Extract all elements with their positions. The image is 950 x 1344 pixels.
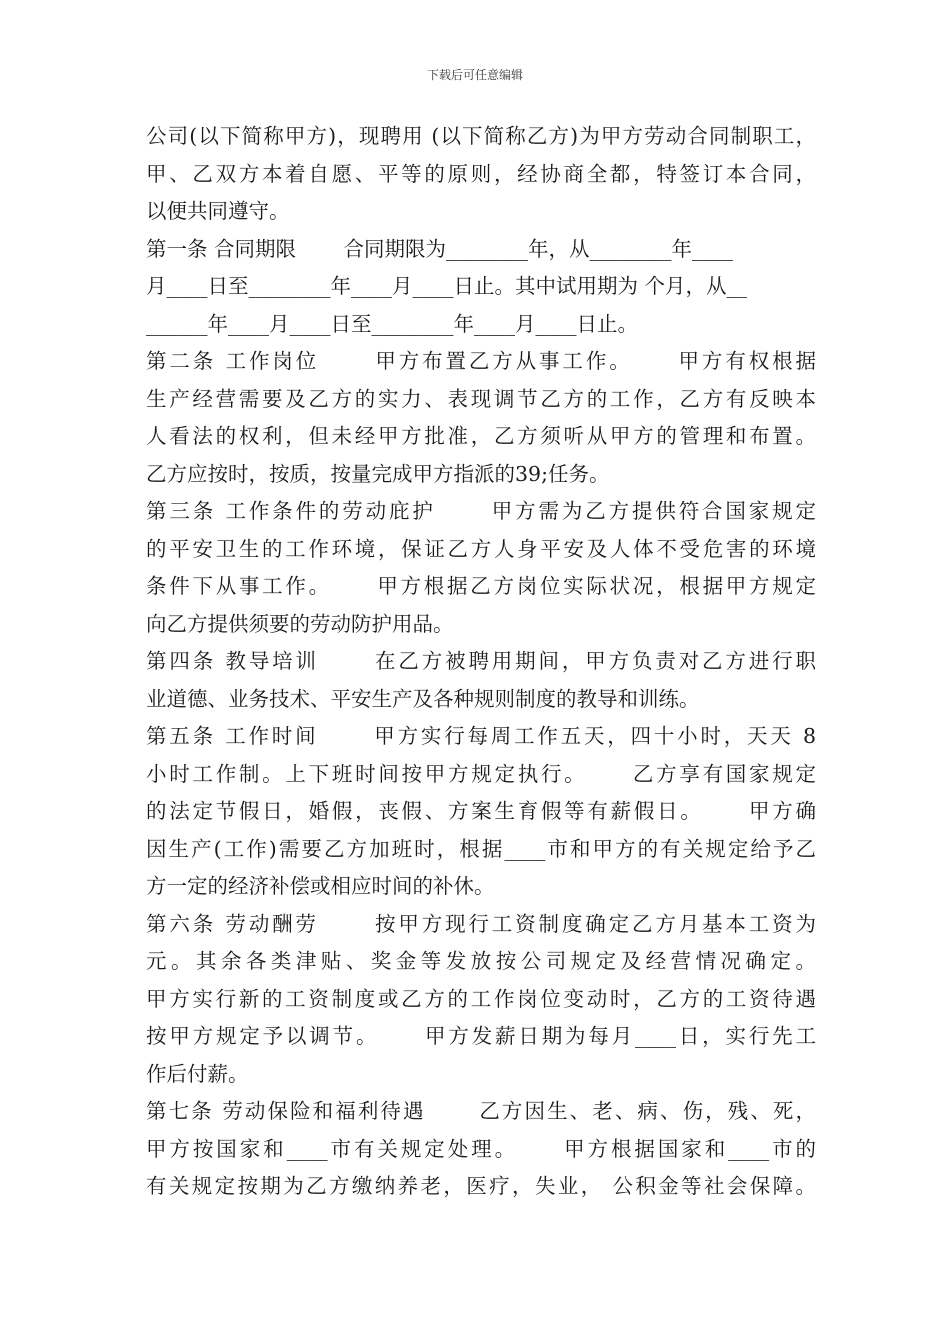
text-line: 以便共同遵守。 bbox=[146, 199, 290, 223]
text-line: 月____日至________年____月____日止。其中试用期为 个月，从__ bbox=[146, 274, 748, 298]
text-line: 条件下从事工作。 甲方根据乙方岗位实际状况，根据甲方规定 bbox=[146, 574, 816, 598]
text-line: 第三条 工作条件的劳动庇护 甲方需为乙方提供符合国家规定 bbox=[146, 499, 816, 523]
text-line: 的法定节假日，婚假，丧假、方案生育假等有薪假日。 甲方确 bbox=[146, 799, 816, 823]
text-line: 元。其余各类津贴、奖金等发放按公司规定及经营情况确定。 bbox=[146, 949, 816, 973]
text-line: 第五条 工作时间 甲方实行每周工作五天，四十小时，天天 8 bbox=[146, 724, 816, 748]
text-line: 第七条 劳动保险和福利待遇 乙方因生、老、病、伤，残、死， bbox=[146, 1099, 816, 1123]
text-line: 甲方实行新的工资制度或乙方的工作岗位变动时，乙方的工资待遇 bbox=[146, 986, 816, 1011]
text-line: 因生产(工作)需要乙方加班时，根据____市和甲方的有关规定给予乙 bbox=[146, 836, 816, 861]
text-line: 有关规定按期为乙方缴纳养老，医疗，失业， 公积金等社会保障。 bbox=[146, 1174, 816, 1198]
text-line: 人看法的权利，但未经甲方批准，乙方须听从甲方的管理和布置。 bbox=[146, 424, 816, 448]
text-line: 生产经营需要及乙方的实力、表现调节乙方的工作，乙方有反映本 bbox=[146, 386, 816, 411]
text-line: 的平安卫生的工作环境，保证乙方人身平安及人体不受危害的环境 bbox=[146, 536, 816, 561]
text-line: 方一定的经济补偿或相应时间的补休。 bbox=[146, 874, 495, 898]
text-line: 乙方应按时，按质，按量完成甲方指派的39;任务。 bbox=[146, 461, 610, 486]
text-line: 甲方按国家和____市有关规定处理。 甲方根据国家和____市的 bbox=[146, 1136, 816, 1161]
contract-body bbox=[146, 118, 816, 1206]
text-line: 甲、乙双方本着自愿、平等的原则，经协商全都，特签订本合同， bbox=[146, 161, 816, 186]
text-line: 业道德、业务技术、平安生产及各种规则制度的教导和训练。 bbox=[146, 686, 700, 711]
text-line: 向乙方提供须要的劳动防护用品。 bbox=[146, 611, 454, 636]
text-line: 按甲方规定予以调节。 甲方发薪日期为每月____日，实行先工 bbox=[146, 1024, 816, 1048]
text-line: 第四条 教导培训 在乙方被聘用期间，甲方负责对乙方进行职 bbox=[146, 649, 816, 673]
text-line: 第一条 合同期限 合同期限为________年，从________年____ bbox=[146, 236, 734, 261]
text-line: 公司(以下简称甲方)，现聘用 (以下简称乙方)为甲方劳动合同制职工， bbox=[146, 124, 816, 148]
text-line: 小时工作制。上下班时间按甲方规定执行。 乙方享有国家规定 bbox=[146, 761, 816, 786]
text-line: 第二条 工作岗位 甲方布置乙方从事工作。 甲方有权根据 bbox=[146, 349, 816, 373]
text-line: 作后付薪。 bbox=[146, 1061, 249, 1086]
text-line: 第六条 劳动酬劳 按甲方现行工资制度确定乙方月基本工资为 bbox=[146, 911, 816, 936]
page-header: 下载后可任意编辑 bbox=[426, 68, 523, 82]
text-line: ______年____月____日至________年____月____日止。 bbox=[146, 311, 638, 336]
